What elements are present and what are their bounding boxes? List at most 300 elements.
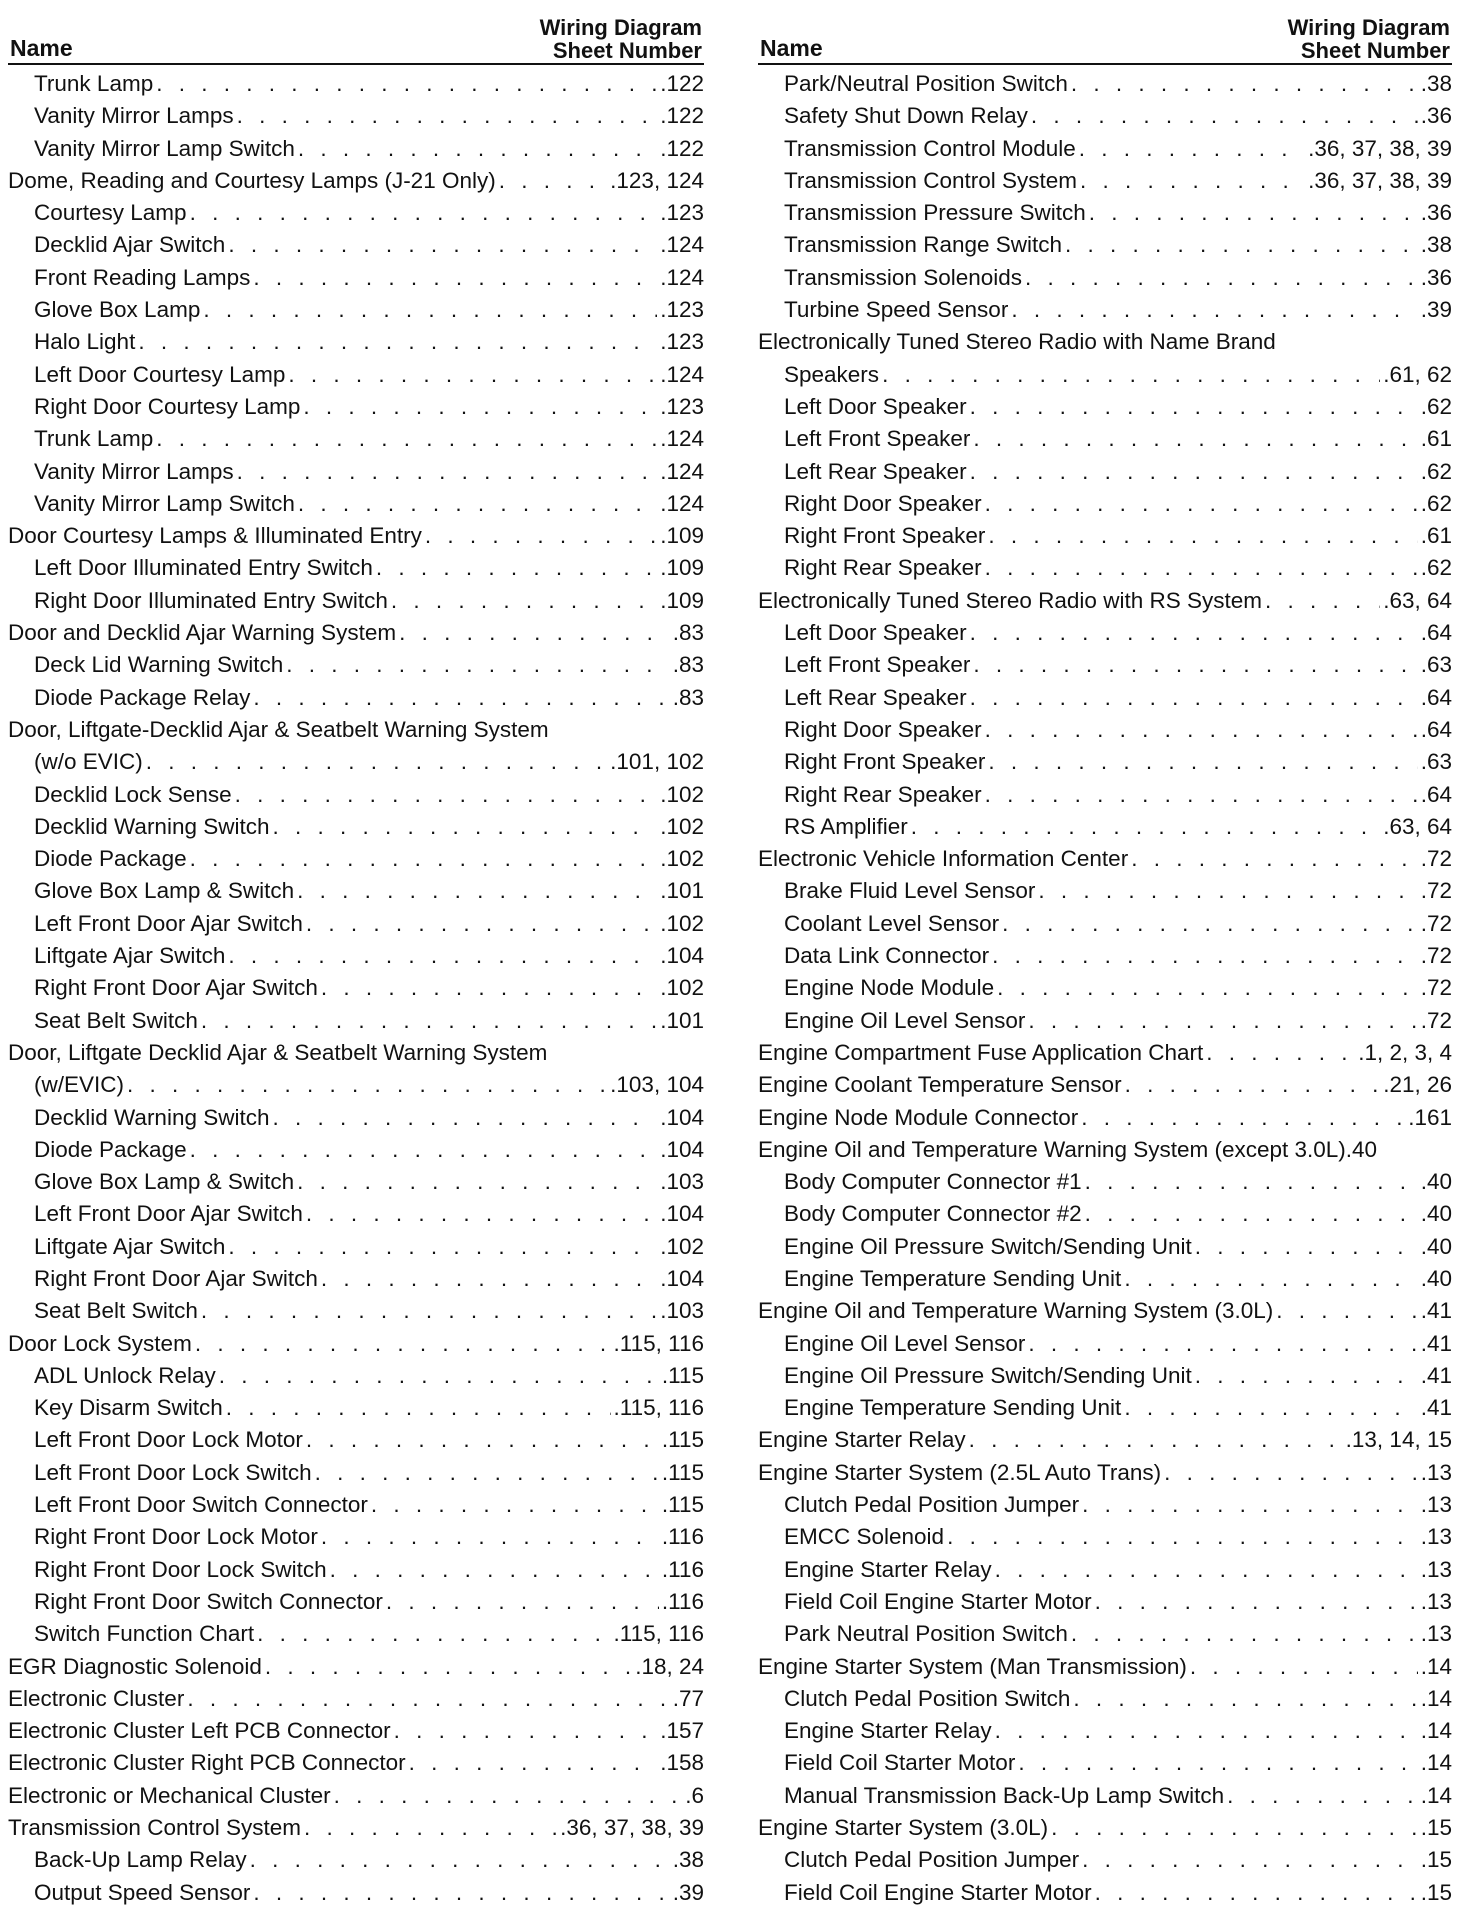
dot-leader [1071, 68, 1418, 100]
dot-leader [297, 1166, 657, 1198]
entry-sheet-number: .64 [1420, 781, 1452, 807]
entry-name: Deck Lid Warning Switch [34, 652, 284, 678]
entry-sheet-number: .103, 104 [610, 1072, 704, 1098]
entry-name: Safety Shut Down Relay [784, 103, 1028, 129]
dot-leader [386, 1586, 659, 1618]
index-entry [758, 779, 1452, 811]
entry-name: (w/EVIC) [34, 1072, 124, 1098]
entry-name: Door Lock System [8, 1330, 192, 1356]
entry-sheet-number: .102 [660, 910, 704, 936]
dot-leader [985, 779, 1418, 811]
entry-name: Decklid Lock Sense [34, 781, 232, 807]
entry-name: Decklid Warning Switch [34, 813, 270, 839]
dot-leader [371, 1489, 659, 1521]
entry-name: Clutch Pedal Position Jumper [784, 1492, 1080, 1518]
entry-sheet-number: .102 [660, 813, 704, 839]
index-entry [8, 423, 704, 455]
index-entry [8, 1005, 704, 1037]
entry-sheet-number: .104 [660, 1104, 704, 1130]
entry-sheet-number: .124 [660, 232, 704, 258]
index-entry [758, 262, 1452, 294]
entry-name: Data Link Connector [784, 943, 990, 969]
entry-sheet-number: .63, 64 [1383, 813, 1452, 839]
entry-name: Engine Starter Relay [784, 1556, 992, 1582]
index-entry [8, 843, 704, 875]
index-entry [758, 133, 1452, 165]
dot-leader [970, 682, 1418, 714]
index-entry [8, 779, 704, 811]
dot-leader [146, 746, 607, 778]
index-entry [8, 552, 704, 584]
index-entry [758, 552, 1452, 584]
index-entry [8, 165, 704, 197]
index-entry [758, 1037, 1452, 1069]
dot-leader [1276, 1295, 1417, 1327]
index-entry [758, 714, 1452, 746]
dot-leader [1079, 133, 1305, 165]
dot-leader [970, 456, 1418, 488]
dot-leader [1028, 1005, 1417, 1037]
dot-leader [190, 1134, 658, 1166]
index-entry [758, 326, 1452, 358]
index-entry [8, 1812, 704, 1844]
index-entry [758, 1554, 1452, 1586]
index-entry [8, 1392, 704, 1424]
dot-leader [1081, 1102, 1405, 1134]
entry-name: Left Door Illuminated Entry Switch [34, 555, 373, 581]
index-entry [758, 617, 1452, 649]
entry-sheet-number: .72 [1420, 943, 1452, 969]
dot-leader [190, 843, 658, 875]
entry-name: Transmission Control System [784, 167, 1077, 193]
entry-name: Clutch Pedal Position Jumper [784, 1847, 1080, 1873]
dot-leader [321, 972, 657, 1004]
right-entry-list [758, 68, 1452, 1909]
dot-leader [1195, 1360, 1418, 1392]
entry-sheet-number: .124 [660, 490, 704, 516]
entry-name: Back-Up Lamp Relay [34, 1847, 247, 1873]
entry-sheet-number: .41 [1420, 1395, 1452, 1421]
sheet-heading-line1: Wiring Diagram [1287, 15, 1450, 40]
entry-sheet-number: .101, 102 [610, 749, 704, 775]
entry-sheet-number: .101 [660, 878, 704, 904]
entry-name: Left Rear Speaker [784, 684, 967, 710]
dot-leader [1071, 1618, 1418, 1650]
entry-name: Engine Starter System (Man Transmission) [758, 1653, 1187, 1679]
entry-name: (w/o EVIC) [34, 749, 143, 775]
entry-sheet-number: .104 [660, 1265, 704, 1291]
dot-leader [391, 585, 657, 617]
entry-sheet-number: .109 [660, 523, 704, 549]
entry-name: Body Computer Connector #1 [784, 1169, 1082, 1195]
index-entry [8, 1586, 704, 1618]
dot-leader [253, 1877, 669, 1909]
entry-name: Transmission Control System [8, 1815, 301, 1841]
dot-leader [226, 1392, 611, 1424]
index-entry [8, 1069, 704, 1101]
entry-sheet-number: .72 [1420, 910, 1452, 936]
index-entry [758, 68, 1452, 100]
index-entry [758, 229, 1452, 261]
index-entry [758, 1877, 1452, 1909]
index-entry [758, 359, 1452, 391]
entry-name: Coolant Level Sensor [784, 910, 1000, 936]
sheet-heading-line1: Wiring Diagram [539, 15, 702, 40]
dot-leader [297, 875, 657, 907]
entry-name: Switch Function Chart [34, 1621, 255, 1647]
entry-sheet-number: .15 [1420, 1847, 1452, 1873]
dot-leader [1085, 1198, 1418, 1230]
index-entry [758, 1715, 1452, 1747]
entry-name: Door and Decklid Ajar Warning System [8, 620, 397, 646]
entry-name: Decklid Ajar Switch [34, 232, 226, 258]
entry-name: Right Front Speaker [784, 523, 986, 549]
entry-name: Door, Liftgate Decklid Ajar & Seatbelt Warning System [8, 1039, 548, 1065]
entry-name: Park Neutral Position Switch [784, 1621, 1068, 1647]
dot-leader [1082, 1844, 1418, 1876]
index-entry [8, 1457, 704, 1489]
entry-name: Left Door Courtesy Lamp [34, 361, 286, 387]
dot-leader [250, 1844, 670, 1876]
dot-leader [1206, 1037, 1355, 1069]
dot-leader [973, 423, 1417, 455]
entry-name: Engine Compartment Fuse Application Chart [758, 1039, 1204, 1065]
index-entry [758, 1586, 1452, 1618]
entry-sheet-number: .13 [1420, 1588, 1452, 1614]
dot-leader [201, 1295, 657, 1327]
index-entry [758, 1328, 1452, 1360]
dot-leader [947, 1521, 1418, 1553]
entry-name: Right Front Door Lock Switch [34, 1556, 327, 1582]
dot-leader [306, 1198, 657, 1230]
entry-sheet-number: .115 [661, 1492, 704, 1518]
entry-sheet-number: .104 [660, 943, 704, 969]
entry-name: Trunk Lamp [34, 426, 154, 452]
index-entry [758, 649, 1452, 681]
entry-name: Engine Oil Pressure Switch/Sending Unit [784, 1362, 1192, 1388]
dot-leader [970, 391, 1418, 423]
index-entry [758, 1166, 1452, 1198]
dot-leader [156, 68, 657, 100]
index-entry [8, 456, 704, 488]
dot-leader [1080, 165, 1305, 197]
entry-sheet-number: .103 [660, 1169, 704, 1195]
entry-sheet-number: .161 [1408, 1104, 1452, 1130]
entry-name: Left Front Speaker [784, 426, 971, 452]
dot-leader [1095, 1877, 1418, 1909]
index-entry [758, 875, 1452, 907]
dot-leader [1018, 1747, 1417, 1779]
dot-leader [298, 488, 657, 520]
entry-name: Trunk Lamp [34, 71, 154, 96]
index-entry [8, 1683, 704, 1715]
index-entry [8, 294, 704, 326]
entry-sheet-number: .15 [1420, 1879, 1452, 1905]
column-header [758, 15, 1452, 65]
index-entry [8, 1295, 704, 1327]
entry-name: Key Disarm Switch [34, 1395, 223, 1421]
entry-name: Halo Light [34, 329, 136, 355]
dot-leader [265, 1651, 632, 1683]
entry-sheet-number: .122 [660, 103, 704, 129]
entry-sheet-number: .14 [1420, 1653, 1452, 1679]
entry-name: Seat Belt Switch [34, 1007, 198, 1033]
entry-sheet-number: .40 [1420, 1201, 1452, 1227]
entry-sheet-number: .72 [1420, 846, 1452, 872]
entry-sheet-number: .64 [1420, 620, 1452, 646]
dot-leader [187, 1683, 669, 1715]
dot-leader [219, 1360, 659, 1392]
index-entry [8, 488, 704, 520]
dot-leader [997, 972, 1418, 1004]
entry-sheet-number: .36 [1420, 264, 1452, 290]
entry-sheet-number: .123, 124 [610, 167, 704, 193]
entry-sheet-number: .39 [672, 1879, 704, 1905]
entry-name: Right Door Illuminated Entry Switch [34, 587, 388, 613]
index-entry [8, 1747, 704, 1779]
entry-sheet-number: .158 [660, 1750, 704, 1776]
index-entry [758, 1780, 1452, 1812]
dot-leader [988, 520, 1417, 552]
entry-name: Engine Node Module Connector [758, 1104, 1079, 1130]
entry-sheet-number: .122 [660, 71, 704, 96]
index-entry [758, 940, 1452, 972]
dot-leader [321, 1263, 657, 1295]
index-entry [8, 1489, 704, 1521]
index-entry [8, 1263, 704, 1295]
index-entry [758, 1263, 1452, 1295]
dot-leader [195, 1328, 611, 1360]
entry-sheet-number: .62 [1420, 490, 1452, 516]
dot-leader [237, 100, 658, 132]
entry-name: EMCC Solenoid [784, 1524, 945, 1550]
dot-leader [1227, 1780, 1418, 1812]
index-entry [758, 1392, 1452, 1424]
entry-sheet-number: .104 [660, 1201, 704, 1227]
entry-name: Left Front Door Ajar Switch [34, 1201, 303, 1227]
entry-name: Transmission Range Switch [784, 232, 1063, 258]
entry-name: Engine Node Module [784, 975, 995, 1001]
entry-name: Field Coil Engine Starter Motor [784, 1879, 1092, 1905]
entry-name: Electronic Cluster Right PCB Connector [8, 1750, 406, 1776]
index-entry [8, 1521, 704, 1553]
index-entry [8, 197, 704, 229]
entry-name: Seat Belt Switch [34, 1298, 198, 1324]
index-entry [758, 1618, 1452, 1650]
index-entry [8, 746, 704, 778]
index-entry [758, 908, 1452, 940]
entry-sheet-number: .36, 37, 38, 39 [560, 1815, 704, 1841]
entry-sheet-number: .115, 116 [613, 1330, 704, 1356]
index-entry [8, 1360, 704, 1392]
entry-sheet-number: .13 [1420, 1459, 1452, 1485]
index-entry [8, 811, 704, 843]
entry-sheet-number: .21, 26 [1383, 1072, 1452, 1098]
dot-leader [995, 1715, 1418, 1747]
dot-leader [911, 811, 1380, 843]
dot-leader [237, 456, 658, 488]
entry-sheet-number: .124 [660, 361, 704, 387]
index-entry [758, 1683, 1452, 1715]
entry-sheet-number: .13, 14, 15 [1345, 1427, 1452, 1453]
sheet-heading-line2: Sheet Number [552, 38, 702, 63]
index-entry [758, 520, 1452, 552]
entry-name: Electronic Cluster [8, 1685, 185, 1711]
entry-sheet-number: .122 [660, 135, 704, 161]
entry-name: Engine Temperature Sending Unit [784, 1395, 1122, 1421]
dot-leader [1124, 1263, 1417, 1295]
index-entry [8, 1424, 704, 1456]
dot-leader [1031, 100, 1418, 132]
entry-name: Engine Starter System (2.5L Auto Trans) [758, 1459, 1162, 1485]
entry-name: Right Rear Speaker [784, 781, 982, 807]
entry-name: Body Computer Connector #2 [784, 1201, 1082, 1227]
entry-name: Vanity Mirror Lamps [34, 103, 234, 129]
dot-leader [1095, 1586, 1418, 1618]
left-column [8, 15, 704, 1909]
entry-sheet-number: .72 [1420, 975, 1452, 1001]
dot-leader [1025, 262, 1418, 294]
dot-leader [985, 552, 1418, 584]
dot-leader [138, 326, 657, 358]
index-entry [8, 649, 704, 681]
dot-leader [203, 294, 657, 326]
index-entry [758, 1747, 1452, 1779]
dot-leader [253, 262, 657, 294]
entry-name: Manual Transmission Back-Up Lamp Switch [784, 1782, 1225, 1808]
entry-sheet-number: .41 [1420, 1298, 1452, 1324]
sheet-heading-line2: Sheet Number [1300, 38, 1450, 63]
entry-sheet-number: .116 [661, 1556, 704, 1582]
entry-sheet-number: .62 [1420, 555, 1452, 581]
entry-name: Left Door Speaker [784, 620, 967, 646]
entry-sheet-number: .64 [1420, 684, 1452, 710]
dot-leader [992, 940, 1418, 972]
entry-sheet-number: .1, 2, 3, 4 [1358, 1039, 1452, 1065]
entry-sheet-number: .102 [660, 975, 704, 1001]
index-entry [758, 1231, 1452, 1263]
entry-name: Vanity Mirror Lamps [34, 458, 234, 484]
entry-sheet-number: .123 [660, 297, 704, 323]
dot-leader [1131, 843, 1418, 875]
entry-sheet-number: .41 [1420, 1362, 1452, 1388]
index-entry [758, 1005, 1452, 1037]
index-entry [758, 746, 1452, 778]
index-entry [8, 972, 704, 1004]
index-entry [8, 68, 704, 100]
entry-sheet-number: .40 [1420, 1265, 1452, 1291]
dot-leader [330, 1554, 659, 1586]
dot-leader [257, 1618, 610, 1650]
entry-sheet-number: .62 [1420, 393, 1452, 419]
entry-name: Right Front Door Ajar Switch [34, 1265, 318, 1291]
entry-sheet-number: .40 [1420, 1233, 1452, 1259]
column-header [8, 15, 704, 65]
dot-leader [273, 1102, 658, 1134]
index-entry [758, 1424, 1452, 1456]
entry-sheet-number: .83 [672, 652, 704, 678]
entry-sheet-number: .6 [685, 1782, 704, 1808]
entry-name: Left Front Speaker [784, 652, 971, 678]
index-entry [8, 1102, 704, 1134]
entry-name: Diode Package Relay [34, 684, 251, 710]
entry-sheet-number: .36 [1420, 200, 1452, 226]
index-entry [8, 714, 704, 746]
dot-leader [304, 1812, 557, 1844]
entry-name: Right Front Speaker [784, 749, 986, 775]
index-entry [758, 1651, 1452, 1683]
entry-sheet-number: .15 [1420, 1815, 1452, 1841]
index-entry [8, 1844, 704, 1876]
entry-name: Liftgate Ajar Switch [34, 1233, 226, 1259]
index-entry [8, 617, 704, 649]
index-entry [758, 1069, 1452, 1101]
entry-name: Front Reading Lamps [34, 264, 251, 290]
entry-name: ADL Unlock Relay [34, 1362, 216, 1388]
entry-name: Engine Oil Pressure Switch/Sending Unit [784, 1233, 1192, 1259]
sheet-number-heading [540, 16, 702, 62]
entry-name: Electronically Tuned Stereo Radio with Name Brand [758, 329, 1276, 355]
entry-sheet-number: .41 [1420, 1330, 1452, 1356]
entry-sheet-number: .36, 37, 38, 39 [1308, 135, 1452, 161]
entry-name: Glove Box Lamp [34, 297, 201, 323]
entry-sheet-number: .124 [660, 426, 704, 452]
entry-name: Vanity Mirror Lamp Switch [34, 490, 295, 516]
dot-leader [394, 1715, 658, 1747]
entry-sheet-number: .18, 24 [635, 1653, 704, 1679]
dot-leader [882, 359, 1380, 391]
index-entry [8, 520, 704, 552]
entry-sheet-number: .123 [660, 329, 704, 355]
entry-name: Brake Fluid Level Sensor [784, 878, 1036, 904]
entry-sheet-number: .116 [661, 1588, 704, 1614]
index-entry [8, 940, 704, 972]
entry-name: Right Rear Speaker [784, 555, 982, 581]
entry-name: Vanity Mirror Lamp Switch [34, 135, 295, 161]
entry-sheet-number: .14 [1420, 1685, 1452, 1711]
index-entry [8, 1328, 704, 1360]
index-entry [8, 262, 704, 294]
entry-sheet-number: .104 [660, 1136, 704, 1162]
index-entry [758, 585, 1452, 617]
dot-leader [228, 940, 657, 972]
dot-leader [1089, 197, 1418, 229]
entry-name: Transmission Pressure Switch [784, 200, 1086, 226]
entry-name: Left Front Door Lock Motor [34, 1427, 303, 1453]
entry-sheet-number: .83 [672, 620, 704, 646]
entry-sheet-number: .102 [660, 781, 704, 807]
entry-name: Left Front Door Lock Switch [34, 1459, 312, 1485]
entry-name: Output Speed Sensor [34, 1879, 251, 1905]
index-entry [8, 908, 704, 940]
index-entry [758, 1489, 1452, 1521]
index-entry [8, 133, 704, 165]
index-entry [758, 1457, 1452, 1489]
dot-leader [1125, 1069, 1381, 1101]
dot-leader [235, 779, 658, 811]
index-entry [758, 165, 1452, 197]
index-entry [8, 1780, 704, 1812]
dot-leader [306, 1424, 659, 1456]
entry-sheet-number: .123 [660, 393, 704, 419]
entry-name: Electronic Cluster Left PCB Connector [8, 1718, 391, 1744]
entry-name: Glove Box Lamp & Switch [34, 1169, 295, 1195]
entry-sheet-number: .109 [660, 555, 704, 581]
index-entry [758, 488, 1452, 520]
dot-leader [1195, 1231, 1418, 1263]
dot-leader [298, 133, 657, 165]
dot-leader [1082, 1489, 1418, 1521]
